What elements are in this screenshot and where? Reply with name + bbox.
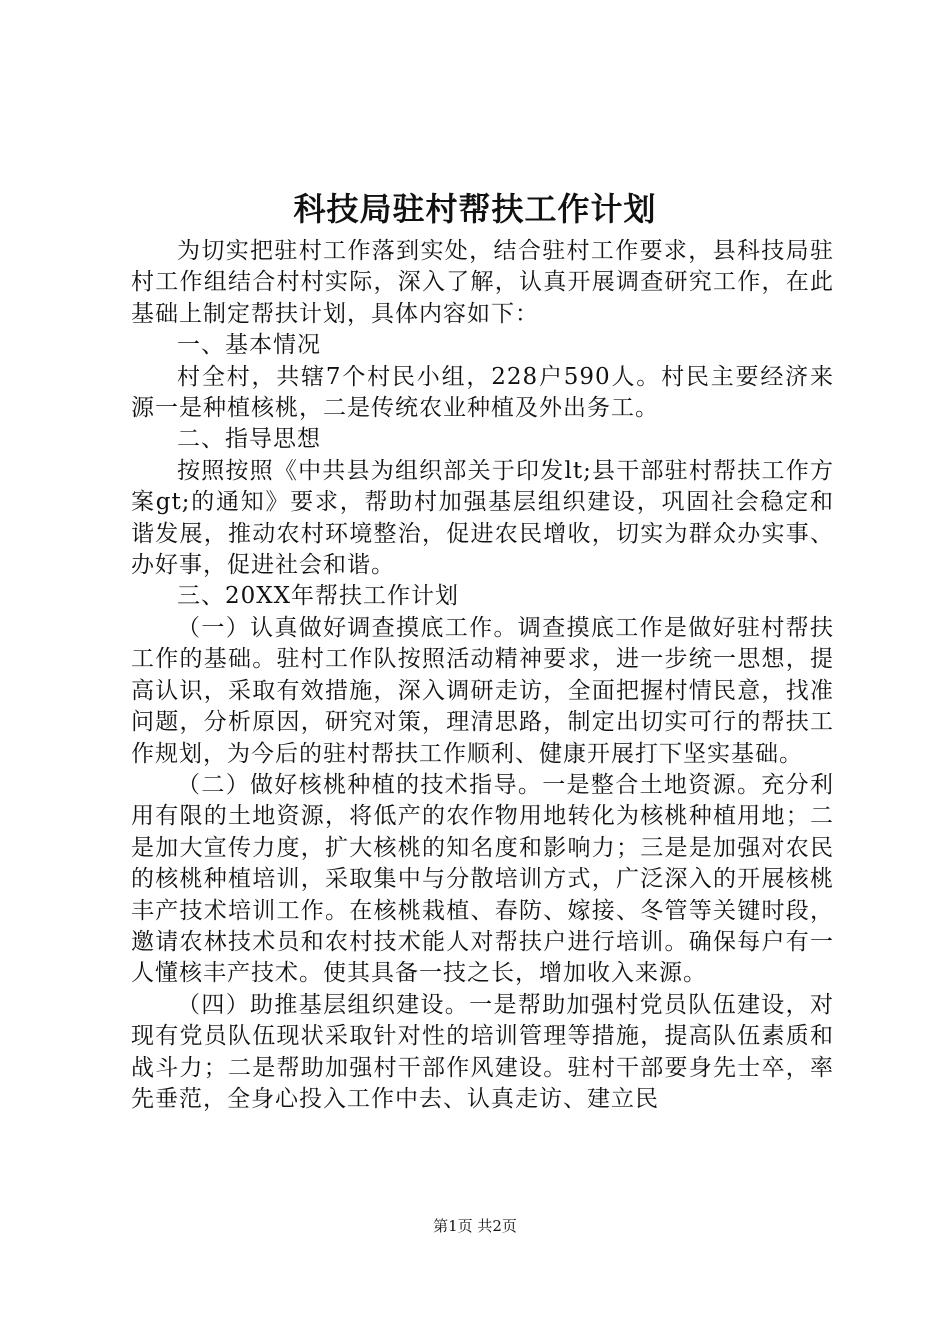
paragraph-plan-item-1: （一）认真做好调查摸底工作。调查摸底工作是做好驻村帮扶工作的基础。驻村工作队按照活动精神要求，进一步统一思想，提高认识，采取有效措施，深入调研走访，全面把握村情民意，找准问题，分析原因，研究对策，理清思路，制定出切实可行的帮扶工作规划，为今后的驻村帮扶工作顺利、健康开展打下坚实基础。 (131, 614, 834, 767)
document-body (131, 236, 834, 1115)
paragraph-guiding-thought: 按照按照《中共县为组织部关于印发lt;县干部驻村帮扶工作方案gt;的通知》要求，帮助村加强基层组织建设，巩固社会稳定和谐发展，推动农村环境整治，促进农民增收，切实为群众办实事、办好事，促进社会和谐。 (131, 457, 834, 579)
paragraph-intro: 为切实把驻村工作落到实处，结合驻村工作要求，县科技局驻村工作组结合村村实际，深入了解，认真开展调查研究工作，在此基础上制定帮扶计划，具体内容如下： (131, 238, 834, 327)
heading-basic-situation: 一、基本情况 (177, 332, 321, 359)
paragraph-plan-item-4: （四）助推基层组织建设。一是帮助加强村党员队伍建设，对现有党员队伍现状采取针对性的培训管理等措施，提高队伍素质和战斗力；二是帮助加强村干部作风建设。驻村干部要身先士卒，率先垂范，全身心投入工作中去、认真走访、建立民 (131, 991, 834, 1112)
heading-guiding-thought: 二、指导思想 (177, 426, 321, 453)
paragraph-basic-situation: 村全村，共辖7个村民小组，228户590人。村民主要经济来源一是种植核桃，二是传统农业种植及外出务工。 (131, 363, 834, 422)
document-title: 科技局驻村帮扶工作计划 (293, 190, 657, 228)
paragraph-plan-item-2: （二）做好核桃种植的技术指导。一是整合土地资源。充分利用有限的土地资源，将低产的农作物用地转化为核桃种植用地；二是加大宣传力度，扩大核桃的知名度和影响力；三是是加强对农民的核桃种植培训，采取集中与分散培训方式，广泛深入的开展核桃丰产技术培训工作。在核桃栽植、春防、嫁接、冬管等关键时段，邀请农林技术员和农村技术能人对帮扶户进行培训。确保每户有一人懂核丰产技术。使其具备一技之长，增加收入来源。 (131, 771, 834, 987)
page-footer: 第1页 共2页 (433, 1217, 517, 1235)
heading-work-plan: 三、20XX年帮扶工作计划 (177, 583, 460, 610)
